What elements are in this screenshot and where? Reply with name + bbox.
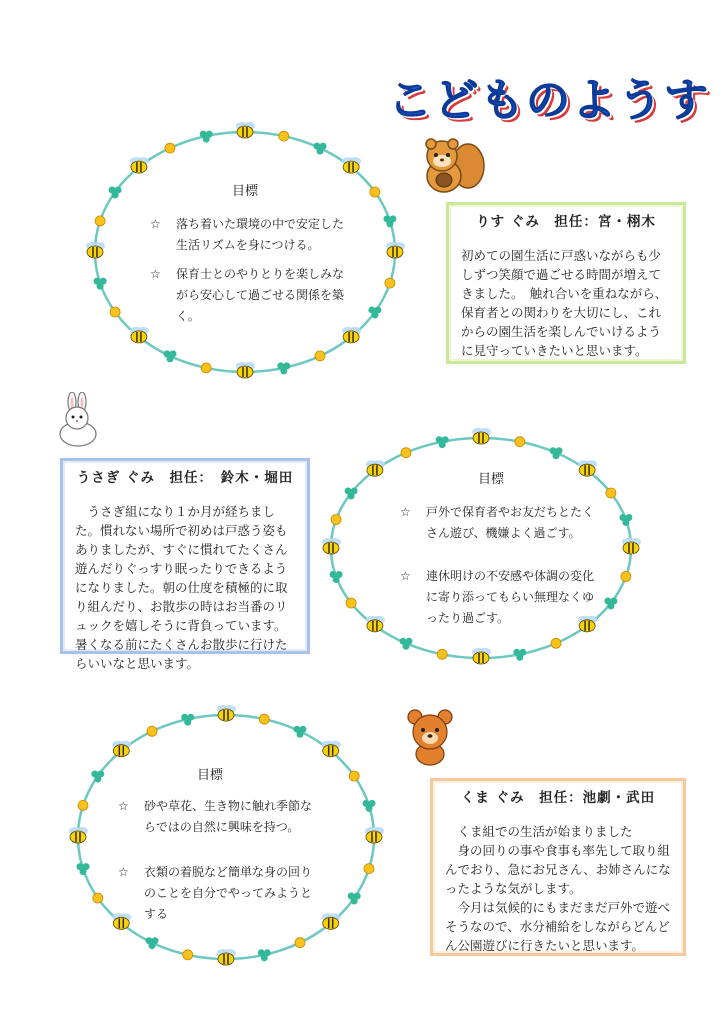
clover-icon <box>383 215 396 227</box>
flower-icon <box>279 131 289 141</box>
star-icon: ☆ <box>150 267 161 281</box>
flower-icon <box>385 278 395 288</box>
bee-icon <box>236 362 255 378</box>
class-card-risu <box>446 202 686 364</box>
clover-icon <box>200 131 213 143</box>
flower-icon <box>165 143 175 153</box>
bee-icon <box>130 327 149 343</box>
bee-icon <box>342 327 361 343</box>
goal-text: 落ち着いた環境の中で安定した生活リズムを身につける。 <box>176 217 345 252</box>
bee-icon <box>69 827 88 843</box>
clover-icon <box>77 863 90 875</box>
flower-icon <box>437 649 447 659</box>
flower-icon <box>295 938 305 948</box>
goal-text: 連休明けの不安感や体調の変化に寄り添ってもらい無理なくゆったり過ごす。 <box>426 569 595 625</box>
page-title: こどものようす <box>388 75 710 126</box>
clover-icon <box>400 638 413 650</box>
flower-icon <box>401 448 411 458</box>
class-heading: りす ぐみ 担任：宮・栩木 <box>476 214 656 230</box>
flower-icon <box>110 307 120 317</box>
goal-text: 保育士とのやりとりを楽しみながら安心して過ごせる関係を築く。 <box>176 267 345 323</box>
bee-icon <box>217 949 236 965</box>
flower-icon <box>349 771 359 781</box>
flower-icon <box>201 363 211 373</box>
flower-icon <box>346 598 356 608</box>
flower-icon <box>95 216 105 226</box>
bee-icon <box>365 827 384 843</box>
bee-icon <box>342 157 361 173</box>
clover-icon <box>619 514 632 526</box>
class-report: うさぎ組になり１か月が経ちました。慣れない場所で初めは戸惑う姿もありましたが、すぐに慣れてたくさん遊んだりぐっすり眠ったりできるようになりました。朝の仕度を積極的に取り組んだり、お散歩の時はお当番のリュックを嬉しそうに背負っています。 暑くなる前にたくさんお散歩に行けたらいいなと思います。 <box>75 504 288 671</box>
flower-icon <box>78 800 88 810</box>
bee-icon <box>217 705 236 721</box>
bee-icon <box>366 460 385 476</box>
goal-wreath-kuma <box>66 700 386 974</box>
star-icon: ☆ <box>150 217 161 231</box>
goal-text: 砂や草花、生き物に触れ季節ならではの自然に興味を持つ。 <box>144 799 313 834</box>
clover-icon <box>363 800 376 812</box>
flower-icon <box>93 893 103 903</box>
star-icon: ☆ <box>118 799 129 813</box>
clover-icon <box>550 447 563 459</box>
flower-icon <box>551 638 561 648</box>
clover-icon <box>436 436 449 448</box>
bee-icon <box>112 741 131 757</box>
class-card-usagi <box>60 458 310 671</box>
clover-icon <box>294 726 307 738</box>
goal-heading: 目標 <box>477 472 504 487</box>
goal-item <box>400 566 600 629</box>
flower-icon <box>147 726 157 736</box>
clover-icon <box>181 714 194 726</box>
flower-icon <box>315 351 325 361</box>
star-icon: ☆ <box>400 505 411 519</box>
clover-icon <box>277 362 290 374</box>
bear-icon <box>404 708 456 766</box>
clover-icon <box>164 350 177 362</box>
flower-icon <box>515 437 525 447</box>
bee-icon <box>322 741 341 757</box>
clover-icon <box>94 278 107 290</box>
goal-heading: 目標 <box>196 768 223 783</box>
flower-icon <box>331 515 341 525</box>
goal-item <box>118 796 318 838</box>
squirrel-icon <box>418 136 486 196</box>
bee-icon <box>472 648 491 664</box>
star-icon: ☆ <box>118 865 129 879</box>
flower-icon <box>606 488 616 498</box>
bee-icon <box>130 157 149 173</box>
star-icon: ☆ <box>400 569 411 583</box>
goal-text: 衣類の着脱など簡単な身の回りのことを自分でやってみようとする <box>144 865 313 921</box>
flower-icon <box>370 187 380 197</box>
goal-wreath-usagi <box>316 424 646 672</box>
class-card-kuma <box>430 778 686 956</box>
bee-icon <box>322 913 341 929</box>
class-heading: うさぎ ぐみ 担任： 鈴木・堀田 <box>76 470 294 486</box>
flower-icon <box>259 714 269 724</box>
bee-icon <box>236 122 255 138</box>
class-report: 初めての園生活に戸惑いながらも少しずつ笑顔で過ごせる時間が増えてきました。 触れ合いを重ねながら、保育者との関わりを大切にし、これからの園生活を楽しんでいけるように見守っていきたいと思います。 <box>461 248 668 358</box>
clover-icon <box>314 143 327 155</box>
clover-icon <box>146 937 159 949</box>
bee-icon <box>622 538 641 554</box>
bee-icon <box>386 242 405 258</box>
rabbit-icon <box>50 392 106 448</box>
goal-item <box>150 264 350 327</box>
clover-icon <box>513 649 526 661</box>
goal-heading: 目標 <box>231 184 258 199</box>
clover-icon <box>258 949 271 961</box>
clover-icon <box>330 571 343 583</box>
bee-icon <box>472 428 491 444</box>
bee-icon <box>86 242 105 258</box>
bee-icon <box>322 538 341 554</box>
flower-icon <box>183 950 193 960</box>
goal-item <box>150 214 350 256</box>
flower-icon <box>364 864 374 874</box>
goal-text: 戸外で保育者やお友だちとたくさん遊び、機嫌よく過ごす。 <box>426 505 595 540</box>
goal-item <box>118 862 318 925</box>
goal-wreath-risu <box>80 116 410 388</box>
bee-icon <box>578 460 597 476</box>
class-report: くま組での生活が始まりました 身の回りの事や食事も率先して取り組んでおり、急にお兄さん、お姉さんになったような気がします。 今月は気候的にもまだまだ戸外で遊べそうなので、水分補給をしながらどんどん公園遊びに行きたいと思います。 <box>445 824 671 953</box>
class-heading: くま ぐみ 担任：池劇・武田 <box>460 790 656 806</box>
flower-icon <box>621 572 631 582</box>
goal-item <box>400 502 600 544</box>
